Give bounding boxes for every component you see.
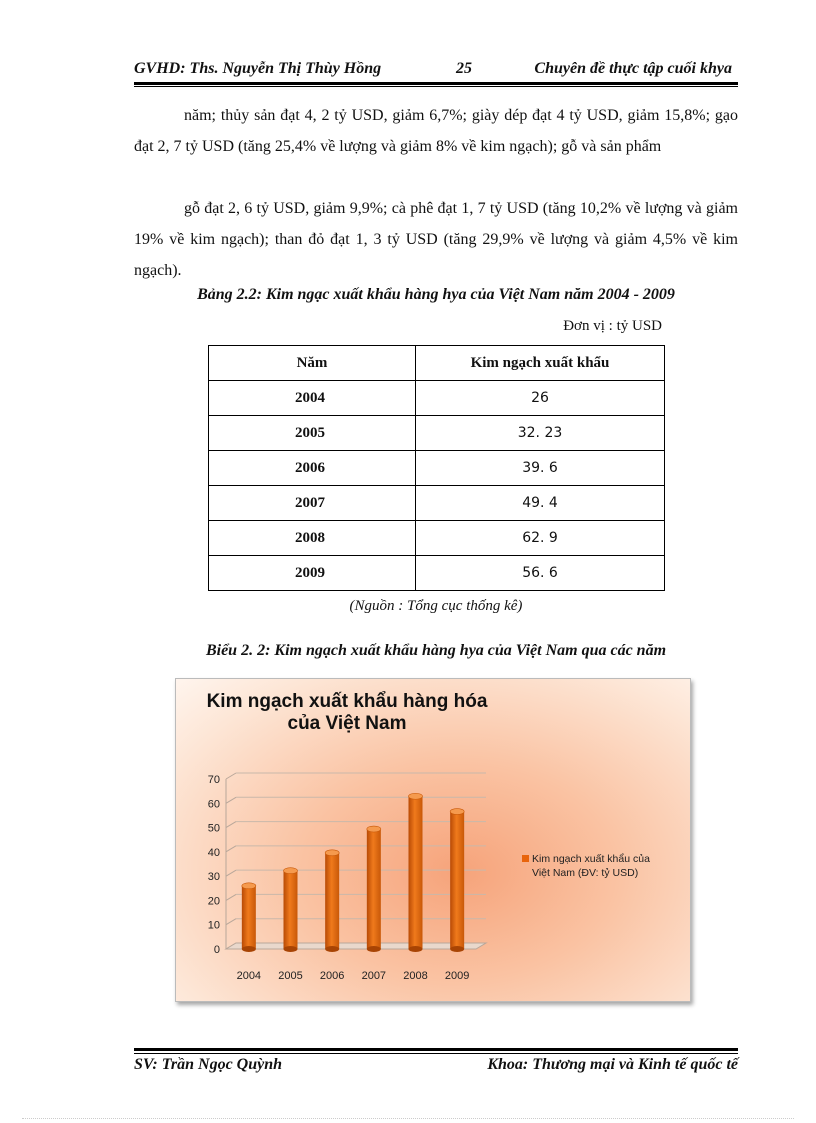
footer-rule-thin [134,1053,738,1054]
cell-year: 2005 [209,416,416,451]
gridline-side [226,919,236,925]
cell-year: 2004 [209,381,416,416]
table-row [209,381,665,416]
legend-label-line2: Việt Nam (ĐV: tỷ USD) [532,867,639,879]
bar [450,812,464,949]
page-header [134,58,738,84]
table-header-row [209,346,665,381]
y-tick-label: 10 [207,919,220,932]
bar-base [325,946,339,952]
x-tick-label: 2004 [236,970,262,982]
footer-student: SV: Trần Ngọc Quỳnh [134,1056,283,1073]
bar-chart [175,678,691,1002]
cell-year: 2009 [209,556,416,591]
table-row [209,556,665,591]
x-tick-label: 2007 [361,970,387,982]
y-tick-label: 70 [207,774,220,786]
cell-value: 56. 6 [416,556,665,591]
header-rule-thin [134,86,738,87]
x-tick-label: 2006 [319,970,345,982]
chart-title-line1: Kim ngạch xuất khẩu hàng hóa [206,691,488,712]
bar-top [409,793,423,799]
header-rule [134,82,738,85]
bar [325,853,339,949]
bar-top [367,826,381,832]
bar-top [450,809,464,815]
bar-base [284,946,298,952]
cell-value: 32. 23 [416,416,665,451]
footer-rule [134,1048,738,1051]
bar [242,886,256,949]
gridline-side [226,773,236,779]
page-number: 25 [456,60,472,77]
body-paragraph-1: năm; thủy sản đạt 4, 2 tỷ USD, giảm 6,7%; giày dép đạt 4 tỷ USD, giảm 15,8%; gạo đạt 2, 7 tỷ USD (tăng 25,4% về lượng và giảm 8% về kim ngạch); gỗ và sản phẩm [134,107,738,155]
export-table [208,345,665,591]
cell-year: 2008 [209,521,416,556]
body-paragraph-2: gỗ đạt 2, 6 tỷ USD, giảm 9,9%; cà phê đạt 1, 7 tỷ USD (tăng 10,2% về lượng và giảm 19% về kim ngạch); than đỏ đạt 1, 3 tỷ USD (tăng 29,9% về lượng và giảm 4,5% về kim ngạch). [134,200,738,279]
cell-value: 26 [416,381,665,416]
y-tick-label: 20 [207,895,220,908]
cell-year: 2007 [209,486,416,521]
column-header-value: Kim ngạch xuất khẩu [416,346,665,381]
gridline-side [226,797,236,803]
x-tick-label: 2009 [444,970,470,982]
chart-svg [176,679,690,1001]
bar [367,829,381,949]
cell-value: 39. 6 [416,451,665,486]
table-row [209,451,665,486]
bar-top [284,868,298,874]
gridline-side [226,846,236,852]
table-row [209,486,665,521]
x-tick-label: 2005 [278,970,303,982]
gridline-side [226,822,236,828]
bar-base [450,946,464,952]
cell-year: 2006 [209,451,416,486]
bar-base [409,946,423,952]
gridline-side [226,894,236,900]
table-row [209,521,665,556]
cell-value: 62. 9 [416,521,665,556]
column-header-year: Năm [209,346,416,381]
table-unit: Đơn vị : tỷ USD [563,318,662,334]
bar [284,871,298,949]
bar-base [242,946,256,952]
footer-faculty: Khoa: Thương mại và Kinh tế quốc tế [487,1056,738,1073]
y-tick-label: 30 [207,871,220,884]
y-tick-label: 50 [207,822,220,835]
legend-label-line1: Kim ngạch xuất khẩu của [532,853,650,865]
legend-swatch [522,855,529,862]
x-tick-label: 2008 [403,970,428,982]
page-bottom-border [22,1118,794,1119]
y-tick-label: 60 [207,798,220,811]
bar-top [325,850,339,856]
gridline-side [226,870,236,876]
y-tick-label: 0 [213,944,220,956]
chart-title-line2: của Việt Nam [287,713,407,734]
table-caption: Bảng 2.2: Kim ngạc xuất khẩu hàng hya của Việt Nam năm 2004 - 2009 [197,286,675,303]
bar-base [367,946,381,952]
bar-top [242,883,256,889]
header-title: Chuyên đề thực tập cuối khya [534,60,732,77]
bar [409,796,423,949]
header-advisor: GVHD: Ths. Nguyễn Thị Thùy Hồng [134,60,382,77]
chart-floor [226,943,486,949]
table-row [209,416,665,451]
cell-value: 49. 4 [416,486,665,521]
chart-caption: Biểu 2. 2: Kim ngạch xuất khẩu hàng hya của Việt Nam qua các năm [205,642,667,659]
table-source: (Nguồn : Tổng cục thống kê) [349,598,523,614]
y-tick-label: 40 [207,846,220,859]
